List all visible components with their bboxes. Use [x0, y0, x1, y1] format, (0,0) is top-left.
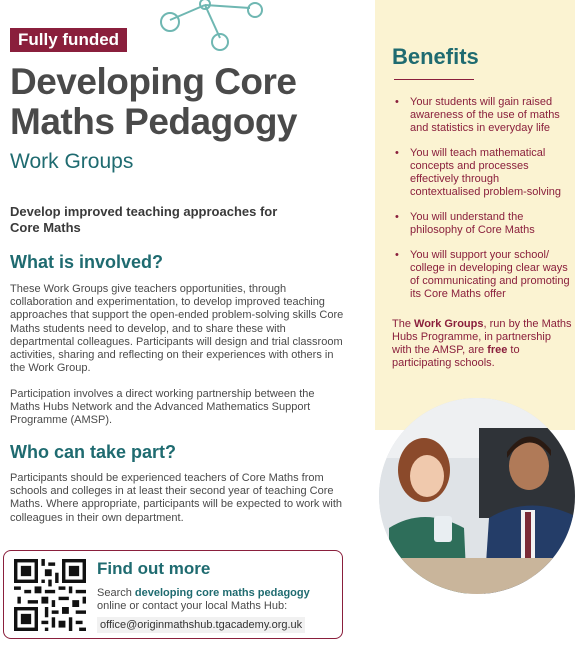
- benefits-title: Benefits: [392, 44, 479, 69]
- involved-paragraph-2: Participation involves a direct working partnership between the Maths Hubs Network and the Advanced Mathematics Support Programme (AMSP).: [10, 388, 315, 427]
- note-middle: , run by the Maths Hubs Programme, in partnership with the AMSP, are: [392, 318, 572, 356]
- benefit-item: • You will understand the philosophy of Core Maths: [392, 211, 572, 237]
- benefits-divider: [394, 79, 474, 80]
- contact-email-link[interactable]: office@originmathshub.tgacademy.org.uk: [97, 617, 305, 633]
- note-suffix: to participating schools.: [392, 344, 520, 369]
- who-paragraph: Participants should be experienced teachers of Core Maths from schools and colleges in at least their second year of teaching Core Maths. Where appropriate, participants will be expected to work with colleagues in their own department.: [10, 472, 342, 524]
- note-prefix: The: [392, 318, 415, 330]
- involved-paragraph-1: These Work Groups give teachers opportunities, through collaboration and experimentation, to develop improved teaching approaches that support the open-ended problem-solving skills Core Maths students need to develop, and to share these with departmental colleagues. Participants will design and trial classroom activities, sharing and reflecting on their experiences with others in the Work Group.: [10, 283, 344, 375]
- who-can-take-part-heading: Who can take part?: [10, 442, 177, 462]
- benefits-note: [392, 318, 572, 370]
- fom-search-term: developing core maths pedagogy: [134, 587, 310, 599]
- note-bold-free: free: [487, 344, 508, 356]
- benefits-list: [392, 96, 572, 313]
- molecule-graphic: [150, 0, 280, 60]
- fom-text-suffix: online or contact your local Maths Hub:: [97, 600, 288, 612]
- benefits-panel: [375, 0, 575, 430]
- benefit-item: • You will teach mathematical concepts and processes effectively through contextualised problem-solving: [392, 147, 572, 199]
- benefit-item: • Your students will gain raised awareness of the use of maths and statistics in everyday life: [392, 96, 572, 135]
- photo-illustration: [379, 398, 575, 594]
- note-bold-work-groups: Work Groups: [414, 318, 484, 330]
- benefit-item: • You will support your school/ college in developing clear ways of communicating and promoting its Core Maths offer: [392, 249, 572, 301]
- find-out-more-box: [3, 550, 343, 639]
- find-out-more-text: [97, 587, 337, 613]
- page-title: [10, 62, 370, 142]
- fom-text-prefix: Search: [97, 587, 135, 599]
- page-subtitle: Work Groups: [10, 150, 134, 173]
- find-out-more-title: Find out more: [97, 559, 211, 578]
- title-line-1: Developing Core: [10, 61, 297, 102]
- fully-funded-badge: Fully funded: [10, 28, 127, 52]
- intro-text: Develop improved teaching approaches for Core Maths: [10, 204, 278, 235]
- what-is-involved-heading: What is involved?: [10, 252, 164, 272]
- title-line-2: Maths Pedagogy: [10, 101, 297, 142]
- teacher-student-photo: [379, 398, 575, 594]
- qr-code-icon[interactable]: [14, 559, 86, 631]
